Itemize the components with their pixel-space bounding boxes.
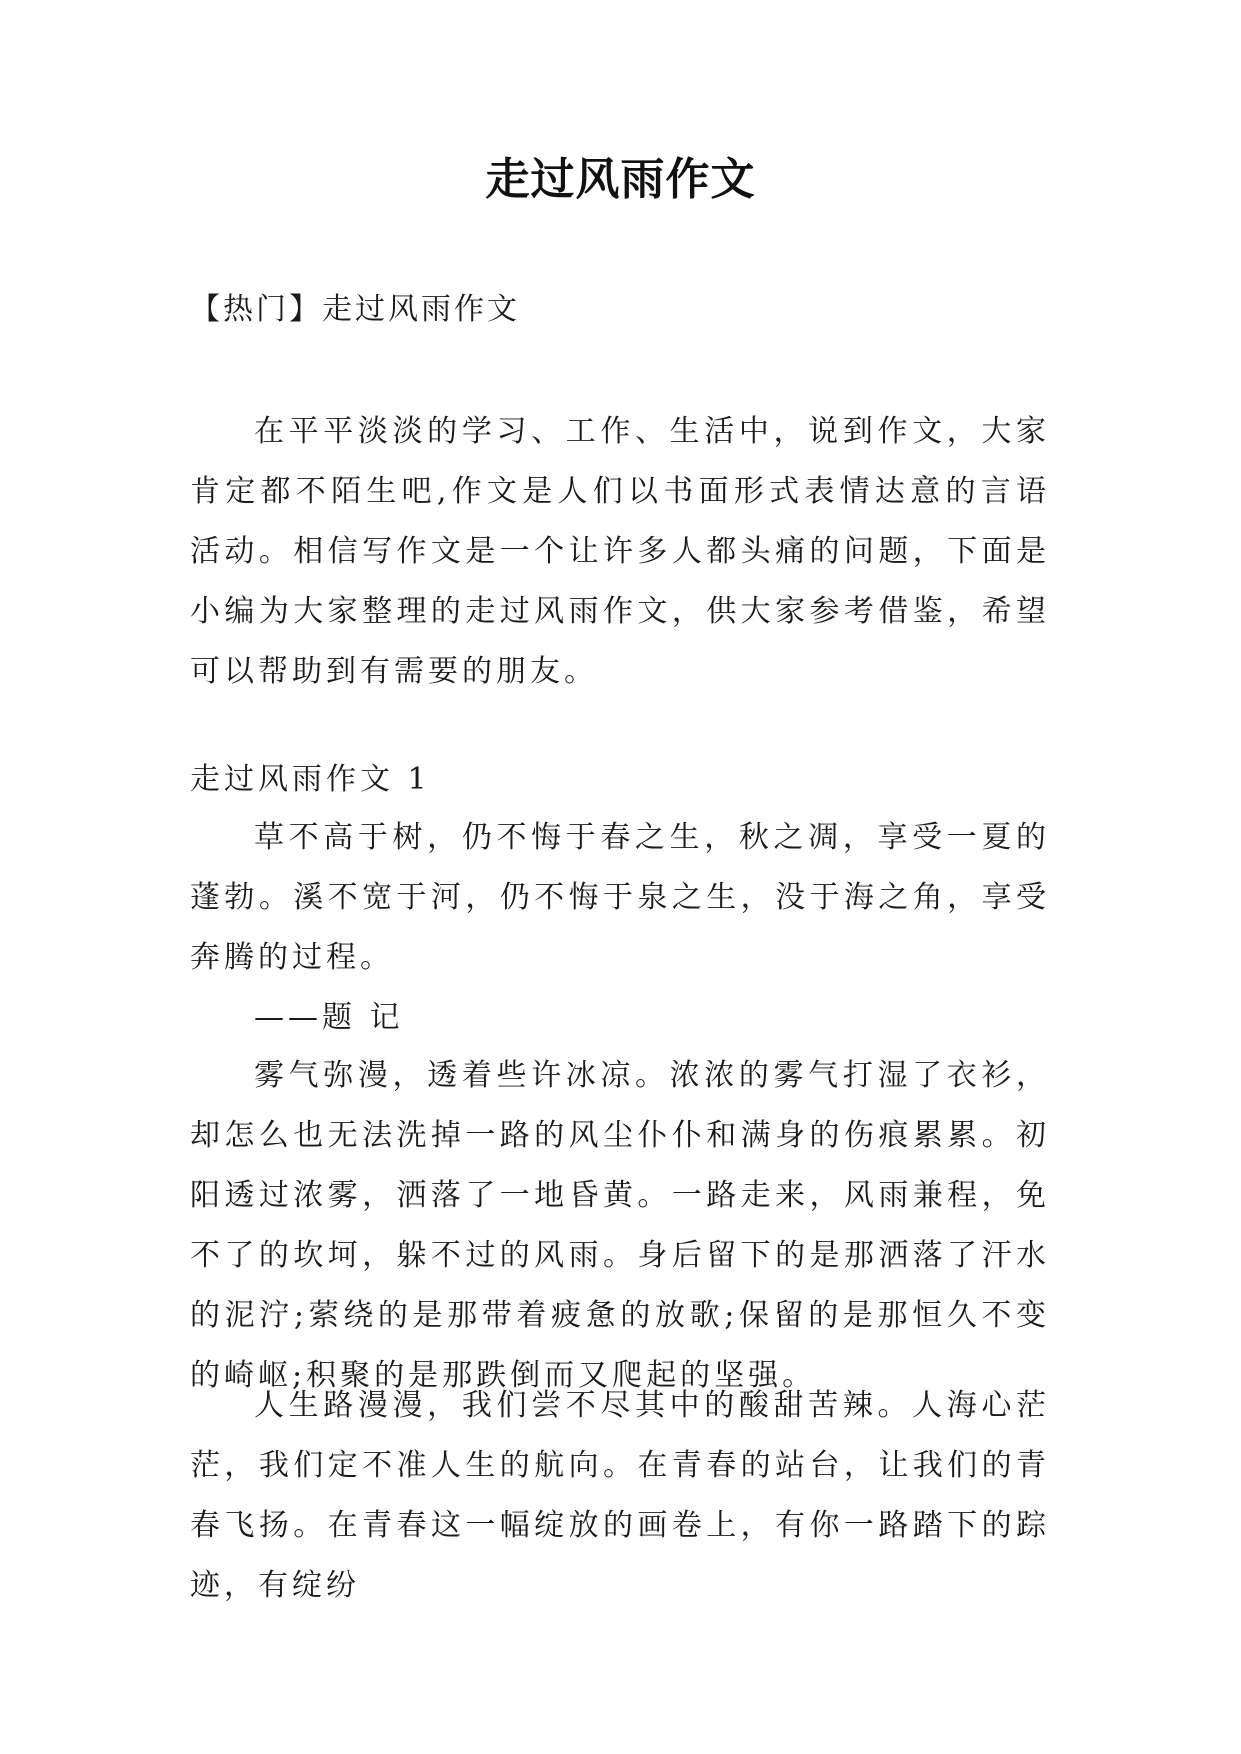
document-title: 走过风雨作文	[485, 154, 756, 205]
body-paragraph-2: 雾气弥漫，透着些许冰凉。浓浓的雾气打湿了衣衫，却怎么也无法洗掉一路的风尘仆仆和满身的伤痕累累。初阳透过浓雾，洒落了一地昏黄。一路走来，风雨兼程，免不了的坎坷，躲不过的风雨。身后留下的是那洒落了汗水的泥泞;萦绕的是那带着疲惫的放歌;保留的是那恒久不变的崎岖;积聚的是那跌倒而又爬起的坚强。	[190, 1058, 1050, 1393]
body-paragraph-3: 人生路漫漫，我们尝不尽其中的酸甜苦辣。人海心茫茫，我们定不准人生的航向。在青春的站台，让我们的青春飞扬。在青春这一幅绽放的画卷上，有你一路踏下的踪迹，有绽纷	[190, 1388, 1050, 1603]
dedication-line: ——题 记	[254, 1000, 404, 1035]
document-subtitle: 【热门】走过风雨作文	[190, 292, 520, 327]
intro-paragraph: 在平平淡淡的学习、工作、生活中，说到作文，大家肯定都不陌生吧,作文是人们以书面形式表情达意的言语活动。相信写作文是一个让许多人都头痛的问题，下面是小编为大家整理的走过风雨作文，供大家参考借鉴，希望可以帮助到有需要的朋友。	[190, 414, 1050, 689]
body-paragraph-1: 草不高于树，仍不悔于春之生，秋之凋，享受一夏的蓬勃。溪不宽于河，仍不悔于泉之生，没于海之角，享受奔腾的过程。	[190, 820, 1050, 975]
essay-heading: 走过风雨作文 1	[190, 762, 431, 797]
